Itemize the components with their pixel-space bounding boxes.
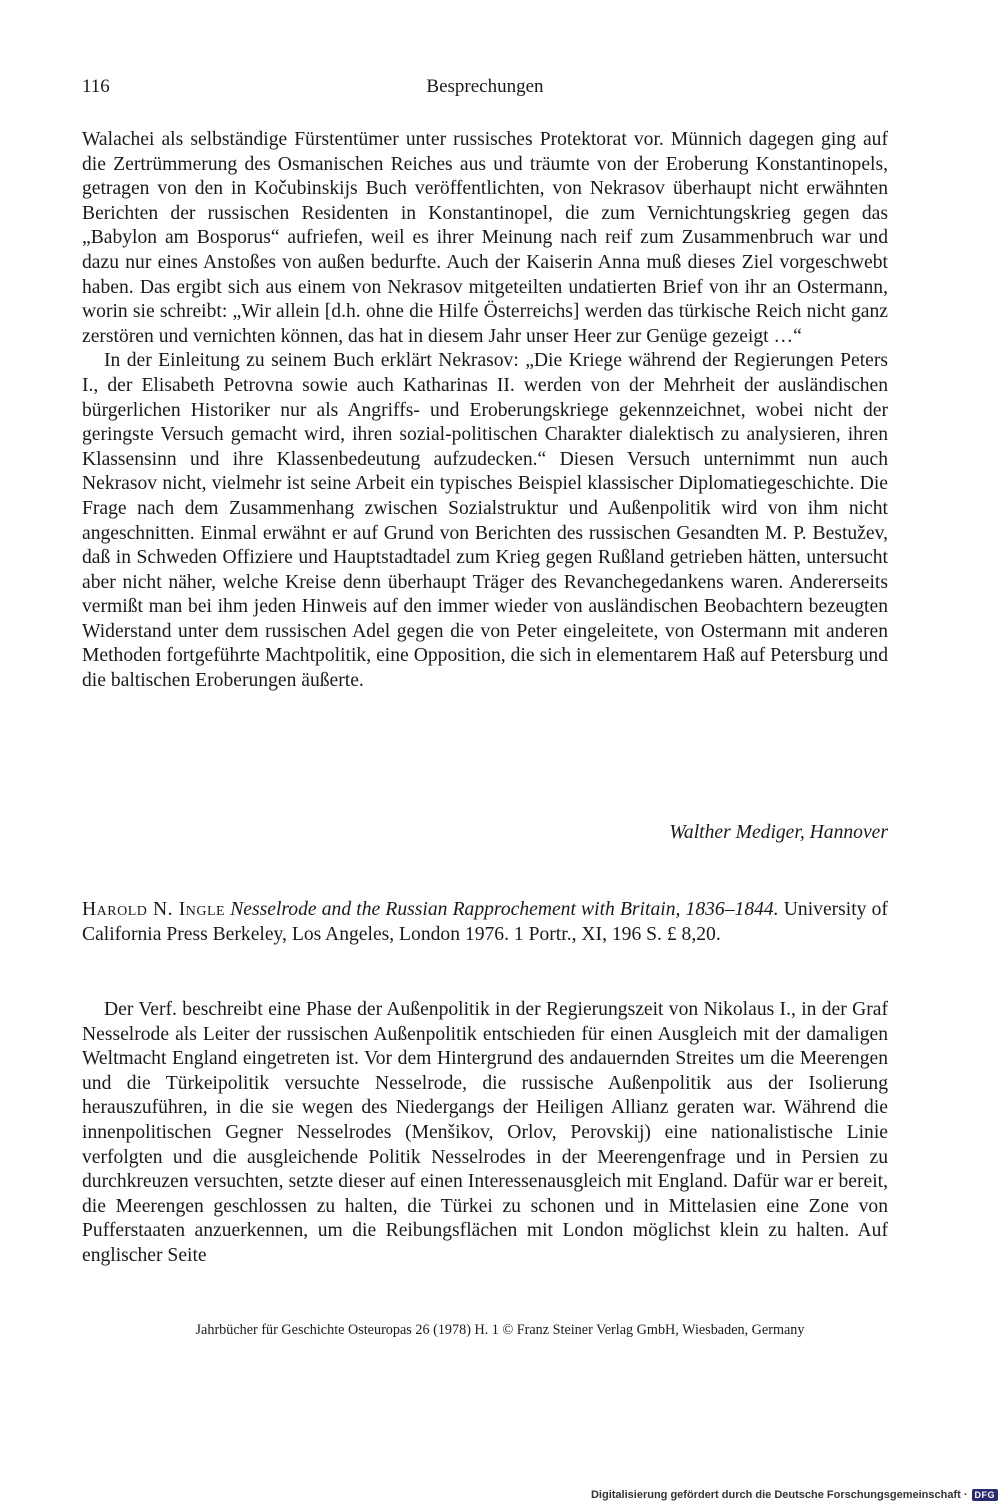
- reviewer-signature: Walther Mediger, Hannover: [669, 822, 888, 843]
- digitization-note: [591, 1489, 998, 1501]
- review-nekrasov-text: [82, 128, 888, 694]
- paragraph: Walachei als selbständige Fürstentümer unter russisches Protektorat vor. Münnich dagegen ging auf die Zertrümmerung des Osmanischen Reiches aus und träumte von der Eroberung Konstantinopels, getragen von den in Kočubinskijs Buch veröffentlichten, von Nekrasov überhaupt nicht erwähnten Berichten der russischen Residenten in Konstantinopel, die zum Vernichtungskrieg gegen das „Babylon am Bosporus“ aufriefen, weil es ihrer Meinung nach reif zum Zusammenbruch war und dazu nur eines Anstoßes von außen bedurfte. Auch der Kaiserin Anna muß dieses Ziel vorgeschwebt haben. Das ergibt sich aus einem von Nekrasov mitgeteilten undatierten Brief von ihr an Ostermann, worin sie schreibt: „Wir allein [d.h. ohne die Hilfe Österreichs] werden das türkische Reich nicht ganz zerstören und vernichten können, das hat in diesem Jahr unser Heer zur Genüge gezeigt …“: [82, 129, 888, 347]
- digitization-text: Digitalisierung gefördert durch die Deutsche Forschungsgemeinschaft ·: [590, 1489, 968, 1501]
- book-title: Nesselrode and the Russian Rapprochement with Britain, 1836–1844.: [230, 899, 779, 920]
- book-author: Harold N. Ingle: [82, 899, 226, 920]
- dfg-logo-icon: DFG: [972, 1489, 999, 1501]
- paragraph: In der Einleitung zu seinem Buch erklärt Nekrasov: „Die Kriege während der Regierungen Peters I., der Elisabeth Petrovna sowie auch Katharinas II. werden von der Mehrheit der ausländischen bürgerlichen Historiker nur als Angriffs- und Eroberungskriege gekennzeichnet, wobei nicht der geringste Versuch gemacht wird, ihren sozial-politischen Charakter dialektisch zu analysieren, ihren Klassensinn und ihre Klassenbedeutung aufzudecken.“ Diesen Versuch unternimmt nun auch Nekrasov nicht, vielmehr ist seine Arbeit ein typisches Beispiel klassischer Diplomatiegeschichte. Die Frage nach dem Zusammenhang zwischen Sozialstruktur und Außenpolitik wird von ihm nicht angeschnitten. Einmal erwähnt er auf Grund von Berichten des russischen Gesandten M. P. Bestužev, daß in Schweden Offiziere und Hauptstadtadel zum Krieg gegen Rußland getrieben hätten, untersucht aber nicht näher, welche Kreise denn überhaupt Träger des Revanchegedankens waren. Andererseits vermißt man bei ihm jeden Hinweis auf den immer wieder von ausländischen Beobachtern bezeugten Widerstand unter dem russischen Adel gegen die von Peter eingeleitete, von Ostermann mit anderen Methoden fortgeführte Machtpolitik, eine Opposition, die sich in elementarem Haß auf Petersburg und die baltischen Eroberungen äußerte.: [82, 350, 888, 692]
- review-ingle-text: [82, 998, 888, 1269]
- page-header: [82, 76, 888, 100]
- book-details: University of California Press Berkeley, Los Angeles, London 1976. 1 Portr., XI, 196 S. £ 8,20.: [82, 899, 888, 945]
- journal-footer: Jahrbücher für Geschichte Osteuropas 26 (1978) H. 1 © Franz Steiner Verlag GmbH, Wiesbaden, Germany: [195, 1322, 805, 1338]
- running-head: Besprechungen: [426, 76, 544, 97]
- bibliographic-entry: [82, 898, 888, 947]
- page-number: 116: [82, 76, 110, 97]
- paragraph: Der Verf. beschreibt eine Phase der Außenpolitik in der Regierungszeit von Nikolaus I., in der Graf Nesselrode als Leiter der russischen Außenpolitik entschieden für einen Ausgleich mit der damaligen Weltmacht England eingetreten ist. Vor dem Hintergrund des andauernden Streites um die Meerengen und die Türkeipolitik versuchte Nesselrode, die russische Außenpolitik aus der Isolierung herauszuführen, in die sie wegen des Niedergangs der Heiligen Allianz geraten war. Während die innenpolitischen Gegner Nesselrodes (Menšikov, Orlov, Perovskij) eine nationalistische Linie verfolgten und die ausgleichende Politik Nesselrodes in der Meerengenfrage und in Persien zu durchkreuzen versuchten, setzte dieser auf einen Interessenausgleich mit England. Dafür war er bereit, die Meerengen geschlossen zu halten, die Türkei zu schonen und in Mittelasien eine Zone von Pufferstaaten anzuerkennen, um die Reibungsflächen mit London möglichst klein zu halten. Auf englischer Seite: [82, 999, 888, 1266]
